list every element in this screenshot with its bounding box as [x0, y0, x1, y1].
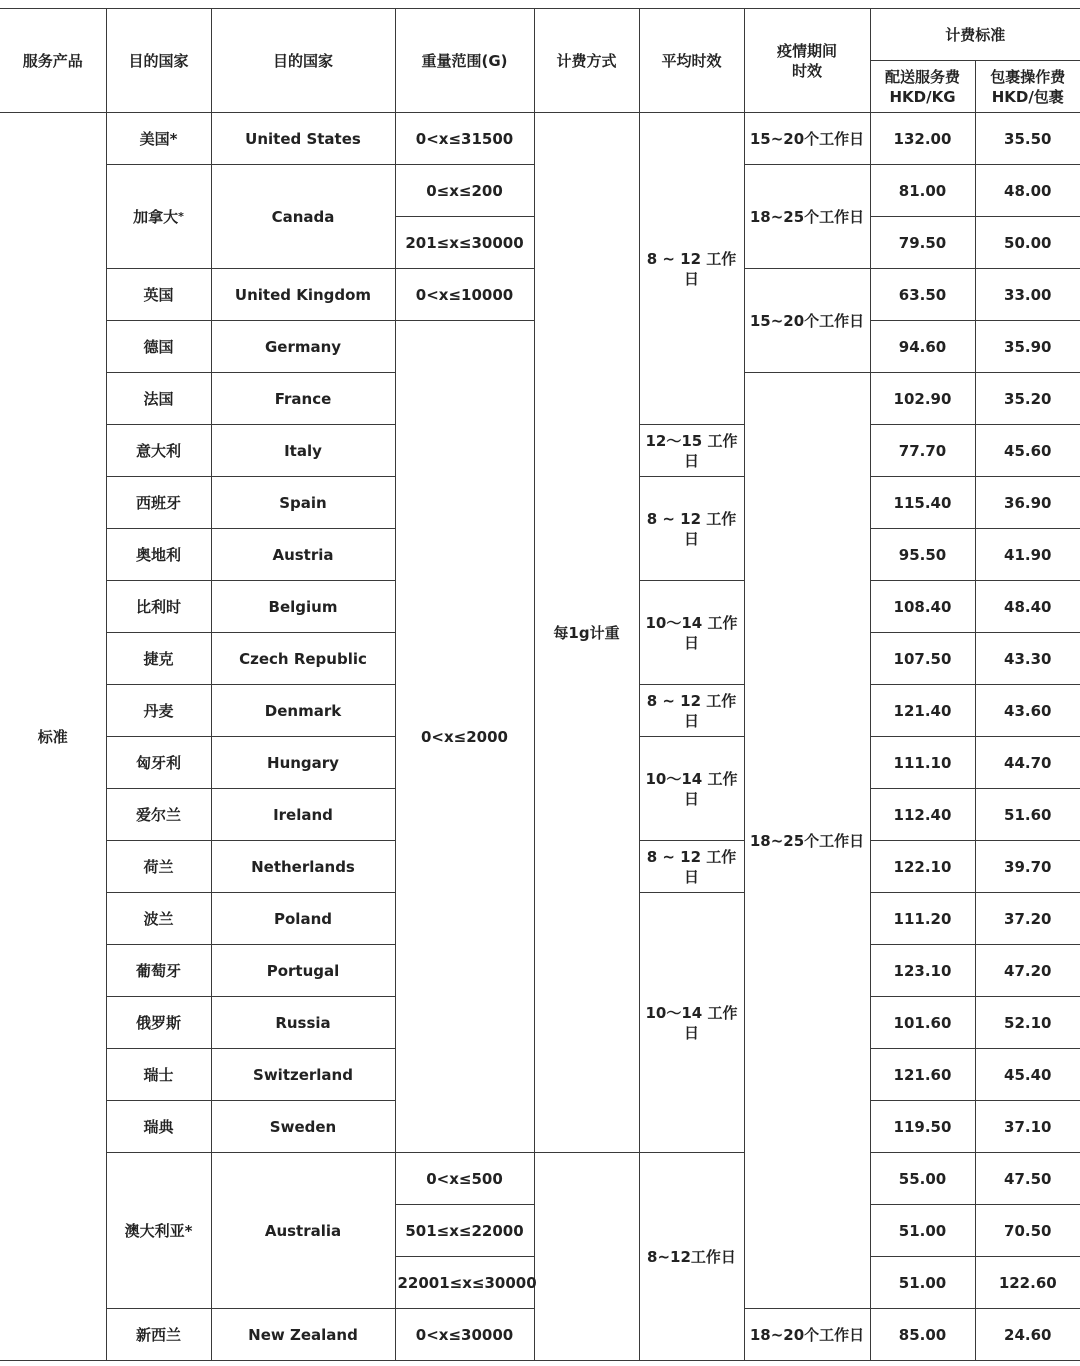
- country-cn: 瑞士: [106, 1049, 211, 1101]
- weight-range: 0<x≤10000: [395, 269, 534, 321]
- country-cn: 澳大利亚*: [106, 1153, 211, 1309]
- weight-range: 201≤x≤30000: [395, 217, 534, 269]
- header-covid-time: 疫情期间 时效: [744, 9, 870, 113]
- country-cn: 英国: [106, 269, 211, 321]
- country-en: Netherlands: [211, 841, 395, 893]
- handling-fee: 37.10: [975, 1101, 1080, 1153]
- country-cn: 比利时: [106, 581, 211, 633]
- weight-range: 0<x≤30000: [395, 1309, 534, 1361]
- table-row: [0, 113, 1080, 165]
- handling-fee: 41.90: [975, 529, 1080, 581]
- handling-fee: 44.70: [975, 737, 1080, 789]
- header-dest-cn: 目的国家: [106, 9, 211, 113]
- country-cn: 加拿大*: [106, 165, 211, 269]
- country-cn: 波兰: [106, 893, 211, 945]
- delivery-fee: 119.50: [870, 1101, 975, 1153]
- delivery-fee: 95.50: [870, 529, 975, 581]
- handling-fee: 48.40: [975, 581, 1080, 633]
- country-cn: 匈牙利: [106, 737, 211, 789]
- avg-time: 10～14 工作日: [639, 737, 744, 841]
- covid-time: 15~20个工作日: [744, 113, 870, 165]
- country-en: Spain: [211, 477, 395, 529]
- covid-time: 18~25个工作日: [744, 165, 870, 269]
- handling-fee: 24.60: [975, 1309, 1080, 1361]
- country-en: Sweden: [211, 1101, 395, 1153]
- handling-fee: 70.50: [975, 1205, 1080, 1257]
- country-en: Russia: [211, 997, 395, 1049]
- handling-fee: 43.60: [975, 685, 1080, 737]
- delivery-fee: 63.50: [870, 269, 975, 321]
- delivery-fee: 77.70: [870, 425, 975, 477]
- country-cn: 西班牙: [106, 477, 211, 529]
- handling-fee: 39.70: [975, 841, 1080, 893]
- handling-fee: 122.60: [975, 1257, 1080, 1309]
- country-cn: 法国: [106, 373, 211, 425]
- header-dest-en: 目的国家: [211, 9, 395, 113]
- delivery-fee: 102.90: [870, 373, 975, 425]
- country-cn: 奥地利: [106, 529, 211, 581]
- header-weight: 重量范围(G): [395, 9, 534, 113]
- header-product: 服务产品: [0, 9, 106, 113]
- delivery-fee: 132.00: [870, 113, 975, 165]
- header-avg-time: 平均时效: [639, 9, 744, 113]
- handling-fee: 50.00: [975, 217, 1080, 269]
- country-en: Canada: [211, 165, 395, 269]
- country-en: United States: [211, 113, 395, 165]
- delivery-fee: 111.10: [870, 737, 975, 789]
- country-cn: 意大利: [106, 425, 211, 477]
- country-cn: 荷兰: [106, 841, 211, 893]
- avg-time: 10～14 工作日: [639, 581, 744, 685]
- country-cn: 新西兰: [106, 1309, 211, 1361]
- avg-time: 12～15 工作日: [639, 425, 744, 477]
- country-cn: 美国*: [106, 113, 211, 165]
- country-en: Hungary: [211, 737, 395, 789]
- handling-fee: 33.00: [975, 269, 1080, 321]
- country-cn: 爱尔兰: [106, 789, 211, 841]
- country-en: New Zealand: [211, 1309, 395, 1361]
- country-cn: 葡萄牙: [106, 945, 211, 997]
- handling-fee: 45.40: [975, 1049, 1080, 1101]
- weight-range: 0<x≤31500: [395, 113, 534, 165]
- country-en: Portugal: [211, 945, 395, 997]
- delivery-fee: 51.00: [870, 1257, 975, 1309]
- weight-range: 22001≤x≤30000: [395, 1257, 534, 1309]
- avg-time: 8 ~ 12 工作日: [639, 113, 744, 425]
- handling-fee: 45.60: [975, 425, 1080, 477]
- country-cn: 俄罗斯: [106, 997, 211, 1049]
- country-en: Australia: [211, 1153, 395, 1309]
- handling-fee: 36.90: [975, 477, 1080, 529]
- country-cn: 瑞典: [106, 1101, 211, 1153]
- delivery-fee: 115.40: [870, 477, 975, 529]
- delivery-fee: 122.10: [870, 841, 975, 893]
- delivery-fee: 121.60: [870, 1049, 975, 1101]
- delivery-fee: 121.40: [870, 685, 975, 737]
- handling-fee: 35.50: [975, 113, 1080, 165]
- delivery-fee: 85.00: [870, 1309, 975, 1361]
- country-en: Belgium: [211, 581, 395, 633]
- country-en: Austria: [211, 529, 395, 581]
- handling-fee: 43.30: [975, 633, 1080, 685]
- handling-fee: 48.00: [975, 165, 1080, 217]
- weight-range: 501≤x≤22000: [395, 1205, 534, 1257]
- avg-time: 8~12工作日: [639, 1153, 744, 1361]
- delivery-fee: 79.50: [870, 217, 975, 269]
- delivery-fee: 111.20: [870, 893, 975, 945]
- delivery-fee: 51.00: [870, 1205, 975, 1257]
- country-en: United Kingdom: [211, 269, 395, 321]
- handling-fee: 37.20: [975, 893, 1080, 945]
- avg-time: 8 ~ 12 工作日: [639, 685, 744, 737]
- delivery-fee: 94.60: [870, 321, 975, 373]
- delivery-fee: 101.60: [870, 997, 975, 1049]
- covid-time: 18~20个工作日: [744, 1309, 870, 1361]
- country-en: Czech Republic: [211, 633, 395, 685]
- handling-fee: 35.20: [975, 373, 1080, 425]
- delivery-fee: 55.00: [870, 1153, 975, 1205]
- weight-range: 0≤x≤200: [395, 165, 534, 217]
- header-row: [0, 9, 1080, 61]
- delivery-fee: 107.50: [870, 633, 975, 685]
- handling-fee: 51.60: [975, 789, 1080, 841]
- avg-time: 8 ~ 12 工作日: [639, 477, 744, 581]
- country-en: Poland: [211, 893, 395, 945]
- header-billing: 计费方式: [534, 9, 639, 113]
- header-delivery-fee: 配送服务费 HKD/KG: [870, 61, 975, 113]
- handling-fee: 52.10: [975, 997, 1080, 1049]
- header-pricing: 计费标准: [870, 9, 1080, 61]
- country-cn: 丹麦: [106, 685, 211, 737]
- table-row: [0, 1153, 1080, 1205]
- billing-cell: 每1g计重: [534, 113, 639, 1153]
- country-cn: 捷克: [106, 633, 211, 685]
- country-en: Denmark: [211, 685, 395, 737]
- country-cn: 德国: [106, 321, 211, 373]
- avg-time: 8 ~ 12 工作日: [639, 841, 744, 893]
- covid-time: 18~25个工作日: [744, 373, 870, 1309]
- billing-cell-continued: [534, 1153, 639, 1361]
- avg-time: 10～14 工作日: [639, 893, 744, 1153]
- country-en: Italy: [211, 425, 395, 477]
- covid-time: 15~20个工作日: [744, 269, 870, 373]
- delivery-fee: 81.00: [870, 165, 975, 217]
- country-en: Germany: [211, 321, 395, 373]
- country-en: France: [211, 373, 395, 425]
- product-cell: 标准: [0, 113, 106, 1361]
- country-en: Switzerland: [211, 1049, 395, 1101]
- weight-range: 0<x≤500: [395, 1153, 534, 1205]
- header-handling-fee: 包裹操作费 HKD/包裹: [975, 61, 1080, 113]
- delivery-fee: 112.40: [870, 789, 975, 841]
- handling-fee: 35.90: [975, 321, 1080, 373]
- weight-range: 0<x≤2000: [395, 321, 534, 1153]
- handling-fee: 47.20: [975, 945, 1080, 997]
- handling-fee: 47.50: [975, 1153, 1080, 1205]
- country-en: Ireland: [211, 789, 395, 841]
- delivery-fee: 123.10: [870, 945, 975, 997]
- delivery-fee: 108.40: [870, 581, 975, 633]
- shipping-rates-table: [0, 8, 1080, 1361]
